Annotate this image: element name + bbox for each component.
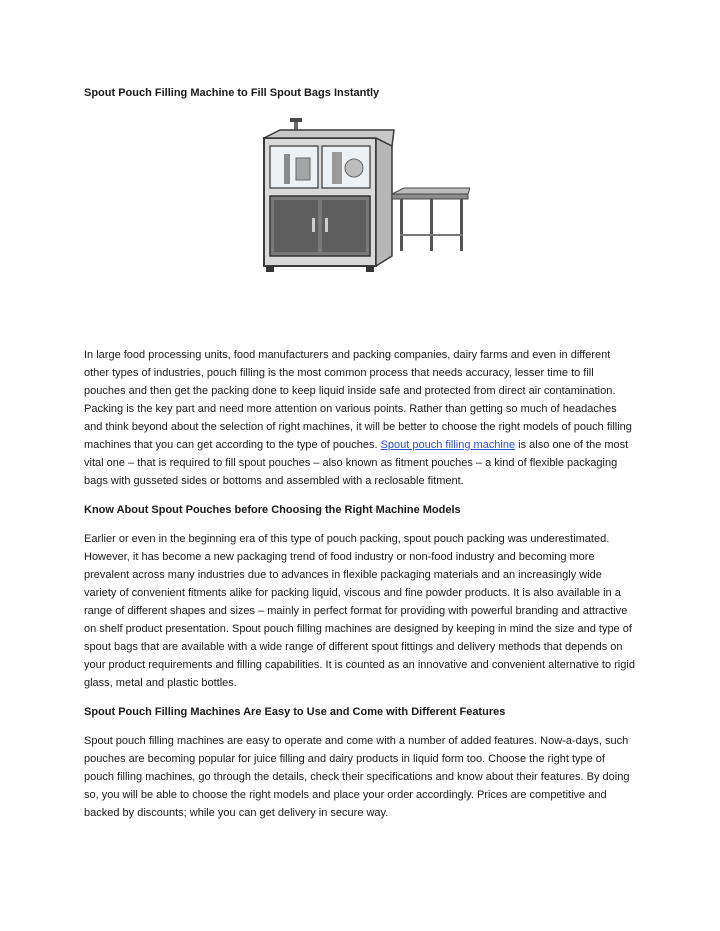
section-paragraph-easy-to-use: Spout pouch filling machines are easy to operate and come with a number of added features. Now-a-days, such pouches are becoming popular for juice filling and dairy products in liquid form too. Choose the right type of pouch filling machines, go through the details, check their specifications and know about their features. By doing so, you will be able to choose the right models and place your order accordingly. Prices are competitive and backed by discounts; while you can get delivery in secure way. [84,735,630,819]
intro-paragraph [84,346,636,490]
section-heading-easy-to-use: Spout Pouch Filling Machines Are Easy to Use and Come with Different Features [84,706,506,718]
spout-pouch-filling-machine-link[interactable]: Spout pouch filling machine [380,439,516,451]
document-page [84,84,636,833]
section-paragraph-know-about: Earlier or even in the beginning era of this type of pouch packing, spout pouch packing was underestimated. However, it has become a new packaging trend of food industry or non-food industry and becoming more prevalent across many industries due to advances in flexible packaging materials and an increasingly wide variety of convenient fitments alike for packing liquid, viscous and fine powder products. It is also available in a range of different shapes and sizes – mainly in perfect format for providing with powerful branding and attractive on shelf product presentation. Spout pouch filling machines are designed by keeping in mind the size and type of spout bags that are available with a wide range of different spout fittings and delivery methods that depends on your product requirements and filling capabilities. It is counted as an innovative and convenient alternative to rigid glass, metal and plastic bottles. [84,533,635,689]
machine-image [84,116,636,316]
intro-text-after-link: is also one of the most vital one – that is required to fill spout pouches – also known as fitment pouches – a kind of flexible packaging bags with gusseted sides or bottoms and assembled with a reclosable fitment. [84,439,629,487]
document-title: Spout Pouch Filling Machine to Fill Spout Bags Instantly [84,87,380,99]
section-heading-know-about: Know About Spout Pouches before Choosing the Right Machine Models [84,504,461,516]
intro-text-before-link: In large food processing units, food manufacturers and packing companies, dairy farms and even in different other types of industries, pouch filling is the most common process that needs accuracy, lesser time to fill pouches and then get the packing done to keep liquid inside safe and protected from direct air contamination. Packing is the key part and need more attention on various points. Rather than getting so much of headaches and think beyond about the selection of right machines, it will be better to choose the right models of pouch filling machines that you can get according to the type of pouches. [84,349,632,451]
filling-machine-illustration [260,116,470,276]
